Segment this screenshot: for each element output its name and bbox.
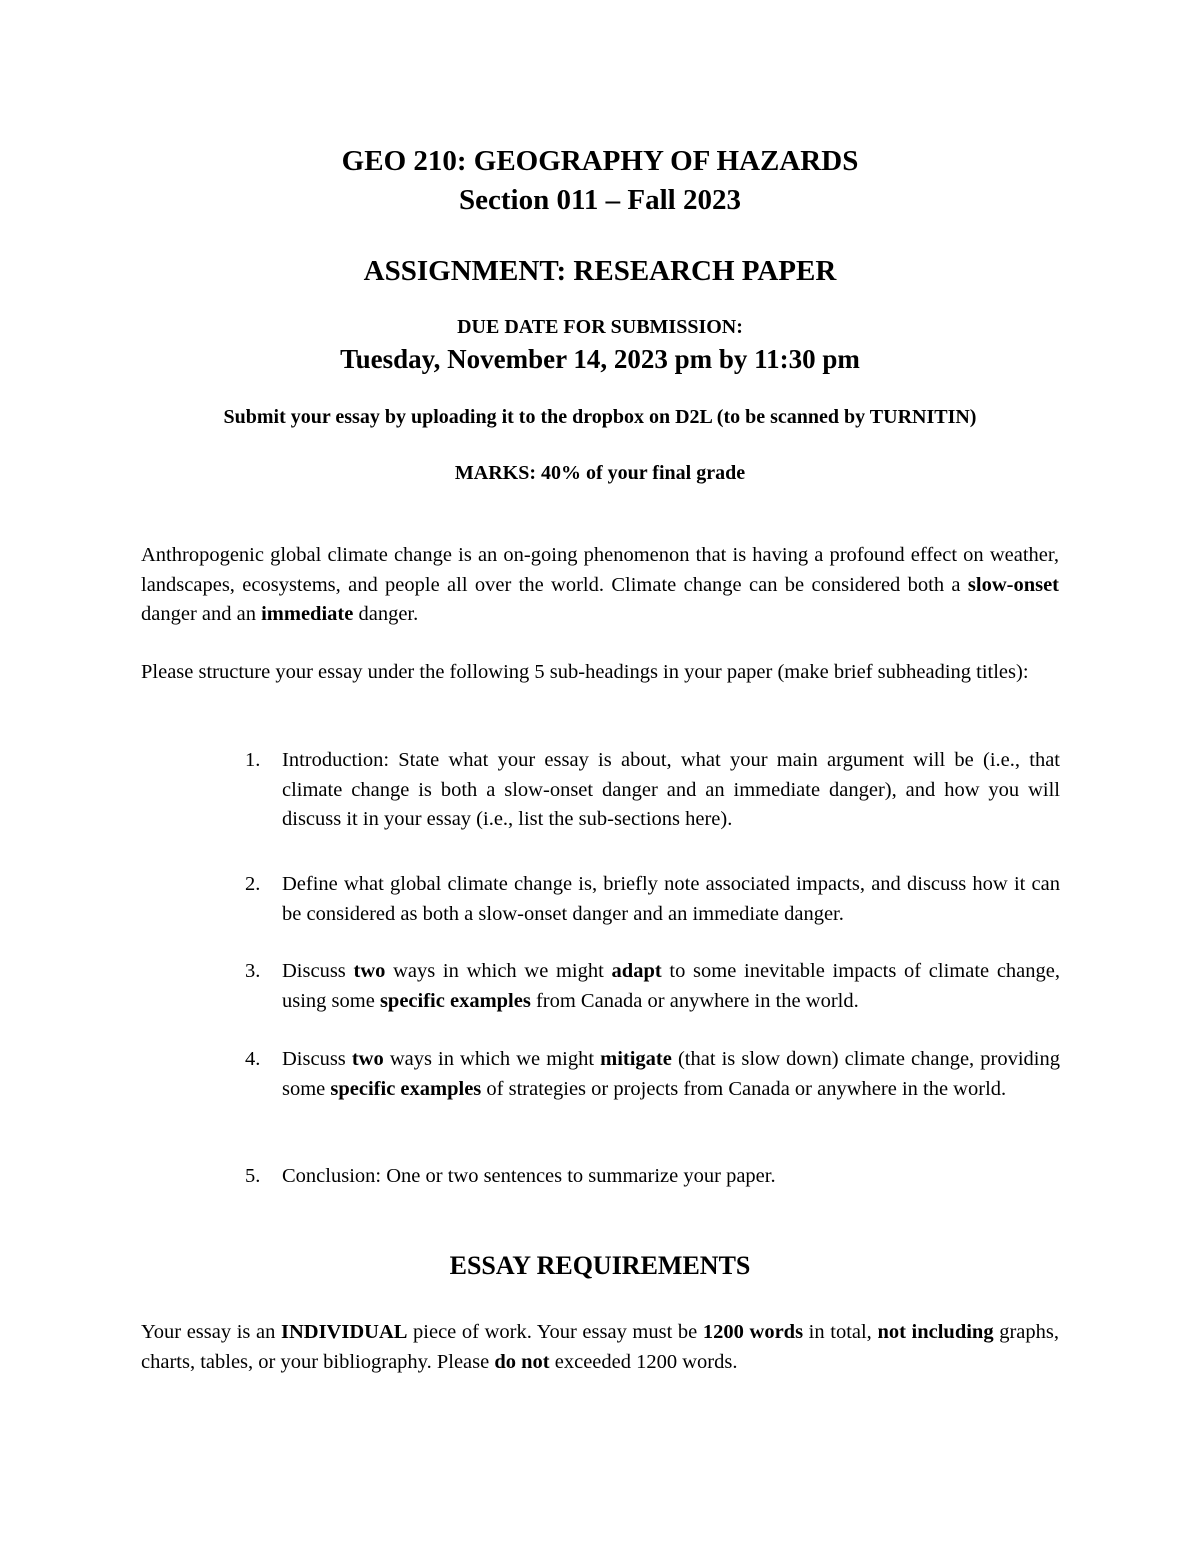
list-number: 1. [245,749,261,771]
requirements-paragraph [141,1318,1059,1377]
text: Discuss [282,960,354,982]
due-date: Tuesday, November 14, 2023 pm by 11:30 pm [340,344,860,374]
immediate-term: immediate [261,603,354,625]
list-number: 5. [245,1165,261,1187]
list-item-text: Define what global climate change is, briefly note associated impacts, and discuss how it can be considered as both a slow-onset danger and an immediate danger. [282,873,1060,925]
text: exceeded 1200 words. [549,1350,738,1373]
list-item-text [282,1045,1060,1104]
text: of strategies or projects from Canada or anywhere in the world. [481,1077,1007,1100]
list-item-text: Introduction: State what your essay is about, what your main argument will be (i.e., that climate change is both a slow-onset danger and an immediate danger), and how you will discuss it in your essay (i.e., list the sub-sections here). [282,749,1060,830]
submission-note: Submit your essay by uploading it to the dropbox on D2L (to be scanned by TURNITIN) [223,406,977,428]
section-term: Section 011 – Fall 2023 [459,184,741,216]
text: ways in which we might [383,1048,601,1070]
emphasis: not including [877,1321,994,1343]
text: ways in which we might [385,960,612,982]
text: to some inevitable impacts of climate change, using some [282,960,1061,1012]
emphasis: mitigate [600,1048,672,1070]
emphasis: two [351,1048,384,1070]
text: (that is slow down) climate change, providing some [282,1048,1060,1100]
text: in total, [803,1321,878,1343]
slow-onset-term: slow-onset [967,573,1059,596]
assignment-title: ASSIGNMENT: RESEARCH PAPER [363,255,837,287]
text: piece of work. Your essay must be [407,1321,703,1343]
emphasis: 1200 words [702,1321,804,1343]
list-number: 2. [245,873,261,895]
emphasis: adapt [611,960,662,982]
text: graphs, charts, tables, or your bibliography. Please [141,1321,1059,1373]
intro-text: danger. [353,603,419,625]
list-number: 4. [245,1048,261,1070]
text: Your essay is an [141,1321,281,1343]
marks-weight: MARKS: 40% of your final grade [454,462,746,484]
emphasis: specific examples [379,989,531,1012]
course-title: GEO 210: GEOGRAPHY OF HAZARDS [341,145,859,177]
emphasis: INDIVIDUAL [280,1321,408,1343]
emphasis: specific examples [330,1077,482,1100]
due-date-label: DUE DATE FOR SUBMISSION: [457,316,743,338]
text: from Canada or anywhere in the world. [530,989,859,1012]
intro-text: danger and an [141,603,262,625]
intro-text: Anthropogenic global climate change is an on-going phenomenon that is having a profound effect on weather, landscapes, ecosystems, and people all over the world. Climate change can be considered both a [141,544,1059,596]
text: Discuss [282,1048,352,1070]
list-item-text: Conclusion: One or two sentences to summarize your paper. [282,1165,776,1187]
intro-paragraph [141,541,1059,630]
list-item-text [282,957,1060,1016]
structure-instructions: Please structure your essay under the following 5 sub-headings in your paper (make brief subheading titles): [141,661,1029,683]
emphasis: do not [494,1350,550,1373]
essay-requirements-heading: ESSAY REQUIREMENTS [449,1251,751,1280]
emphasis: two [353,960,386,982]
list-number: 3. [245,960,261,982]
